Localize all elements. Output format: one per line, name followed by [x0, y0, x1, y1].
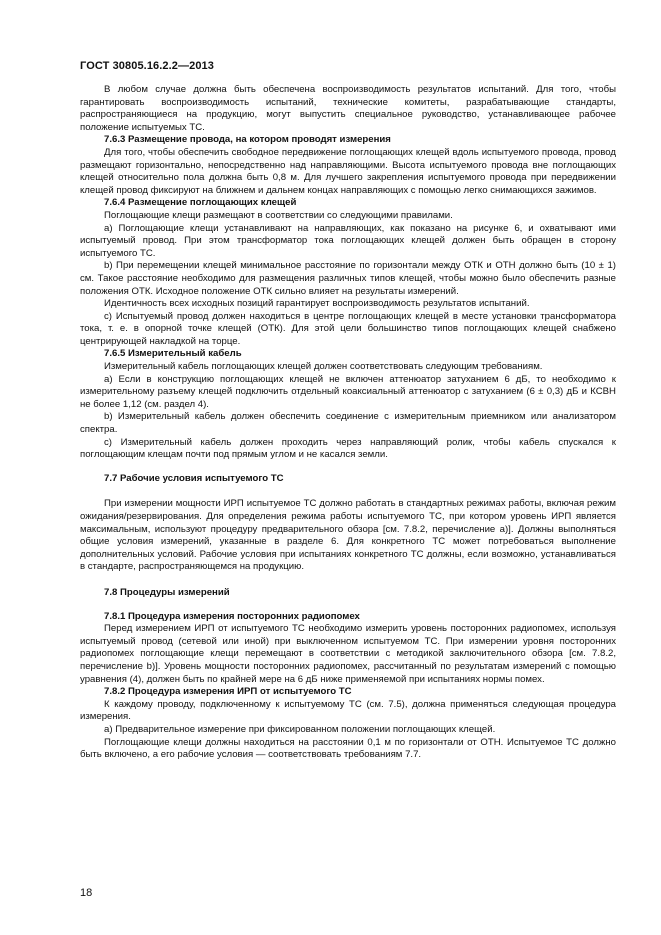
subsection-heading: 7.8.2 Процедура измерения ИРП от испытуемого ТС — [104, 686, 352, 698]
spacer — [80, 574, 616, 587]
paragraph: Измерительный кабель поглощающих клещей должен соответствовать следующим требованиям. — [104, 361, 543, 373]
subsection-heading: 7.6.5 Измерительный кабель — [104, 348, 242, 360]
paragraph: a) Предварительное измерение при фиксированном положении поглощающих клещей. — [104, 723, 496, 735]
page-number: 18 — [80, 887, 93, 899]
paragraph: a) Поглощающие клещи устанавливают на направляющих, как показано на рисунке 6, и охватывают ими испытуемый провод. При этом трансформатор тока поглощающих клещей должен быть обращен в сторону испытуемого ТС. — [80, 222, 616, 259]
spacer — [80, 485, 616, 498]
paragraph: Поглощающие клещи размещают в соответствии со следующими правилами. — [104, 209, 453, 221]
paragraph: c) Измерительный кабель должен проходить через направляющий ролик, чтобы кабель спускался к поглощающим клещам почти под прямым углом и не касался земли. — [80, 436, 616, 461]
subsection-heading: 7.8.1 Процедура измерения посторонних радиопомех — [104, 610, 360, 622]
document-body — [80, 84, 616, 762]
paragraph: b) Измерительный кабель должен обеспечить соединение с измерительным приемником или анализатором спектра. — [80, 411, 616, 436]
paragraph: a) Если в конструкцию поглощающих клещей не включен аттенюатор затуханием 6 дБ, то необходимо к измерительному разъему клещей подключить отдельный коаксиальный аттенюатор с затуханием (6 ± 0,3) дБ и КСВН не более 1,12 (см. раздел 4). — [80, 373, 616, 410]
paragraph: К каждому проводу, подключенному к испытуемому ТС (см. 7.5), должна применяться следующая процедура измерения. — [80, 698, 616, 723]
subsection-heading: 7.6.4 Размещение поглощающих клещей — [104, 197, 297, 209]
subsection-heading: 7.6.3 Размещение провода, на котором проводят измерения — [104, 134, 391, 146]
paragraph: b) При перемещении клещей минимальное расстояние по горизонтали между ОТК и ОТН должно быть (10 ± 1) см. Такое расстояние необходимо для размещения различных типов клещей, чтобы можно было обеспечить разные положения ОТК. Исходное положение ОТК сильно влияет на результаты измерений. — [80, 260, 616, 297]
document-header: ГОСТ 30805.16.2.2—2013 — [80, 60, 214, 72]
section-heading: 7.8 Процедуры измерений — [104, 586, 230, 598]
section-heading: 7.7 Рабочие условия испытуемого ТС — [104, 472, 284, 484]
paragraph: Идентичность всех исходных позиций гарантирует воспроизводимость результатов испытаний. — [104, 298, 530, 310]
paragraph: В любом случае должна быть обеспечена воспроизводимость результатов испытаний. Для того, чтобы гарантировать воспроизводимость испытаний, технические комитеты, разрабатывающие стандарты, распространяющиеся на продукцию, могут выпустить специальное руководство, устанавливающее рабочее положение испытуемых ТС. — [80, 84, 616, 133]
spacer — [80, 600, 616, 611]
paragraph: Поглощающие клещи должны находиться на расстоянии 0,1 м по горизонтали от ОТН. Испытуемое ТС должно быть включено, а его рабочие условия — соответствовать требованиям 7.7. — [80, 736, 616, 761]
paragraph: c) Испытуемый провод должен находиться в центре поглощающих клещей в месте установки трансформатора тока, т. е. в опорной точке клещей (ОТК). Для этой цели большинство типов поглощающих клещей снабжено центрирующей накладкой на торце. — [80, 310, 616, 347]
paragraph: Перед измерением ИРП от испытуемого ТС необходимо измерить уровень посторонних радиопомех, используя испытуемый провод (сетевой или иной) при выключенном испытуемом ТС. При измерении уровня посторонних радиопомех поглощающие клещи перемещают в соответствии с методикой заключительного обзора [см. 7.8.2, перечисление b)]. Уровень мощности посторонних радиопомех, рассчитанный по результатам измерений с помощью уравнения (4), должен быть по крайней мере на 6 дБ ниже применяемой при испытаниях нормы помех. — [80, 623, 616, 685]
paragraph: При измерении мощности ИРП испытуемое ТС должно работать в стандартных режимах работы, включая режим ожидания/резервирования. Для определения режима работы испытуемого ТС, при котором уровень ИРП является максимальным, используют процедуру предварительного обзора [см. 7.8.2, перечисление a)]. Должны выполняться общие условия измерений, указанные в разделе 6. Для конкретного ТС может потребоваться выполнение дополнительных условий. Рабочие условия при испытаниях конкретного ТС должны, если возможно, устанавливаться в стандарте, распространяющемся на продукцию. — [80, 498, 616, 573]
spacer — [80, 462, 616, 473]
paragraph: Для того, чтобы обеспечить свободное передвижение поглощающих клещей вдоль испытуемого провода, провод размещают горизонтально, непосредственно над направляющими. Высота испытуемого провода вне поглощающих клещей относительно пола должна быть 0,8 м. Для лучшего закрепления испытуемого провода при передвижении клещей провод фиксируют на ближнем и дальнем концах направляющих с помощью легко снимающихся зажимов. — [80, 146, 616, 196]
